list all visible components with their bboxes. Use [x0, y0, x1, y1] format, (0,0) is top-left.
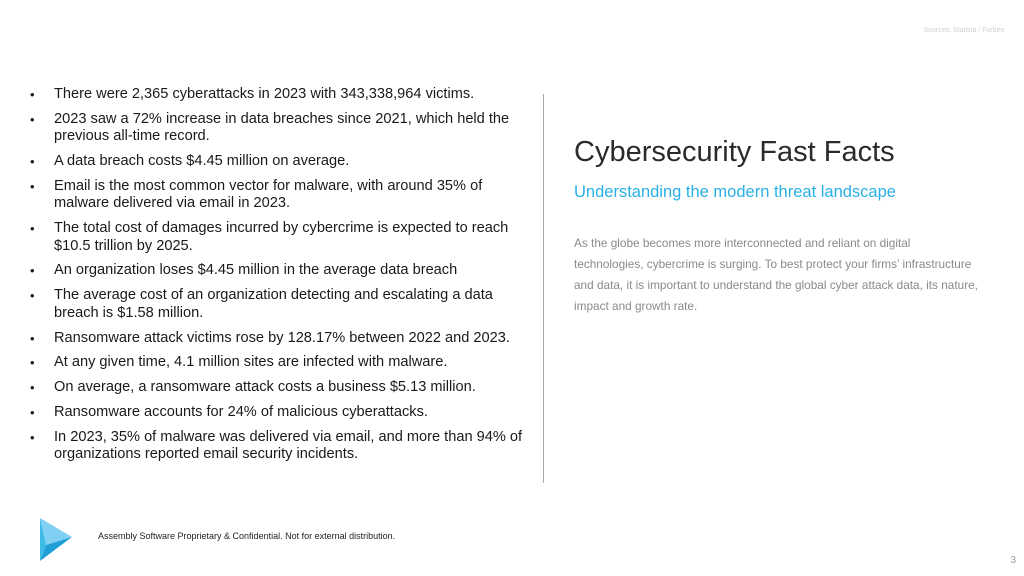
facts-list	[30, 86, 525, 471]
slide-description: As the globe becomes more interconnected and reliant on digital technologies, cybercrime is surging. To best protect your firms’ infrastructure and data, it is important to understand the global cyber attack data, its nature, impact and growth rate.	[574, 236, 978, 313]
page-number: 3	[1010, 555, 1016, 566]
fact-item: • An organization loses $4.45 million in the average data breach	[30, 262, 525, 280]
fact-item: • The average cost of an organization detecting and escalating a data breach is $1.58 million.	[30, 287, 525, 322]
confidentiality-footer: Assembly Software Proprietary & Confidential. Not for external distribution.	[98, 531, 396, 541]
assembly-logo-icon	[36, 515, 76, 563]
fact-item: • There were 2,365 cyberattacks in 2023 with 343,338,964 victims.	[30, 86, 525, 104]
fact-item: • Email is the most common vector for malware, with around 35% of malware delivered via email in 2023.	[30, 178, 525, 213]
fact-item: • At any given time, 4.1 million sites are infected with malware.	[30, 354, 525, 372]
fact-item: • The total cost of damages incurred by cybercrime is expected to reach $10.5 trillion by 2025.	[30, 220, 525, 255]
fact-item: • Ransomware accounts for 24% of malicious cyberattacks.	[30, 404, 525, 422]
fact-item: • Ransomware attack victims rose by 128.17% between 2022 and 2023.	[30, 330, 525, 348]
slide-title: Cybersecurity Fast Facts	[574, 136, 895, 168]
slide-subtitle: Understanding the modern threat landscape	[574, 183, 896, 201]
vertical-divider	[543, 94, 544, 483]
fact-item: • 2023 saw a 72% increase in data breaches since 2021, which held the previous all-time record.	[30, 111, 525, 146]
source-note: Sources: Statista / Forbes	[923, 27, 1004, 34]
fact-item: • On average, a ransomware attack costs a business $5.13 million.	[30, 379, 525, 397]
fact-item: • A data breach costs $4.45 million on average.	[30, 153, 525, 171]
fact-item: • In 2023, 35% of malware was delivered via email, and more than 94% of organizations reported email security incidents.	[30, 429, 525, 464]
